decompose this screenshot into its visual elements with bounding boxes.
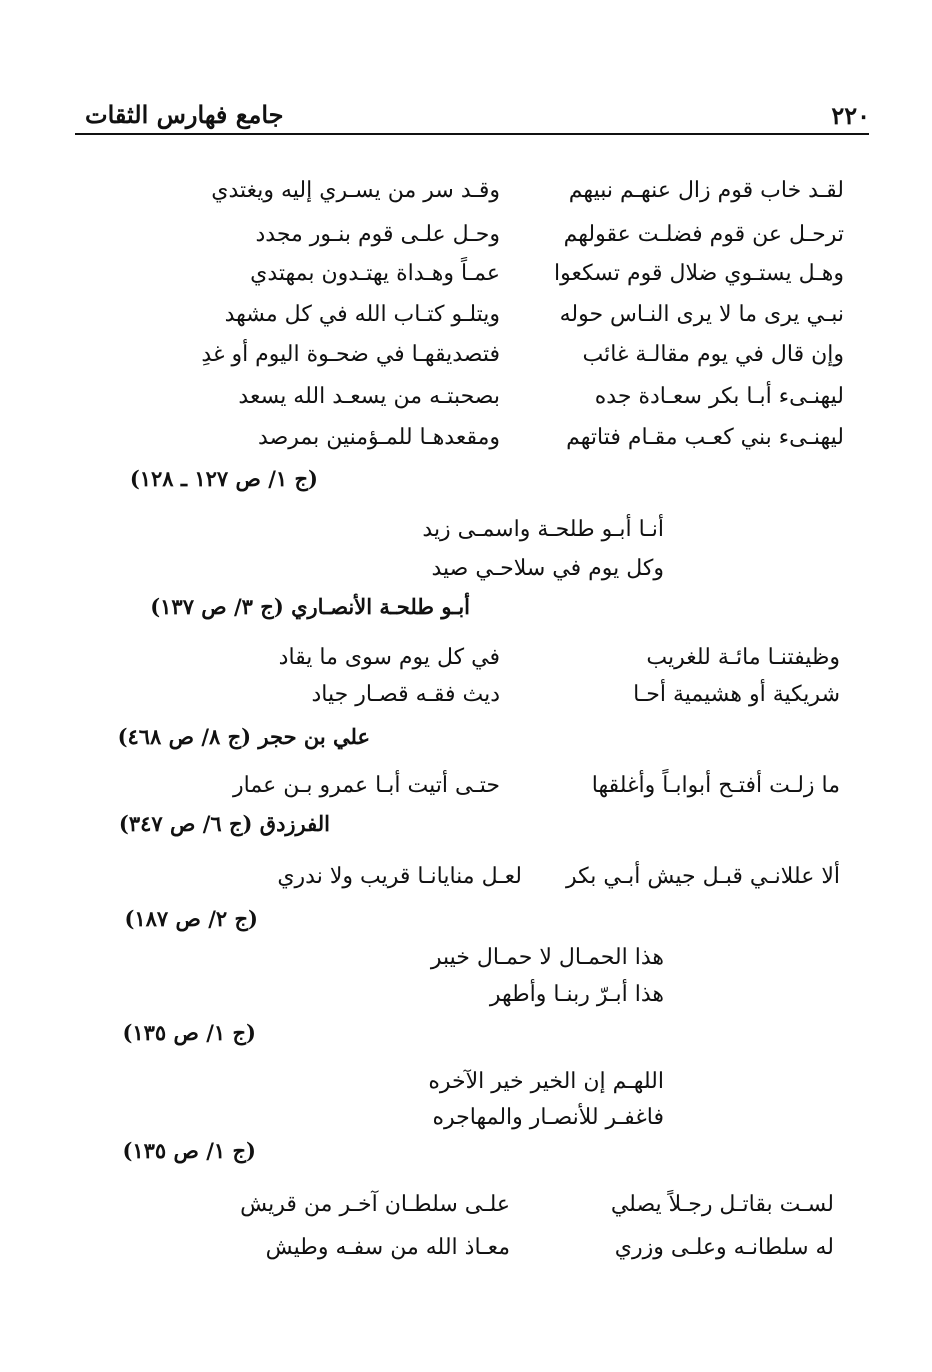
- verse-line: أنـا أبـو طلحـة واسمـى زيد: [422, 517, 664, 542]
- verse-right: وظيفتنـا مائـة للغريب: [646, 645, 840, 670]
- verse-line: هذا الحمـال لا حمـال خيبر: [430, 945, 664, 970]
- verse-right: لقـد خاب قوم زال عنهـم نبيهم: [568, 178, 844, 203]
- citation: (ج ١/ ص ١٣٥): [122, 1020, 256, 1045]
- citation: (ج ١/ ص ١٢٧ ـ ١٢٨): [129, 466, 318, 491]
- verse-left: حتـى أتيت أبـا عمرو بـن عمار: [233, 773, 500, 798]
- verse-right: شريكية أو هشيمية أحـا: [633, 682, 840, 707]
- verse-left: ديث فقـه قصـار جياد: [311, 682, 500, 707]
- verse-right: نبـي يرى ما لا يرى النـاس حوله: [559, 302, 844, 327]
- citation: أبـو طلحـة الأنصـاري (ج ٣/ ص ١٣٧): [150, 594, 470, 619]
- citation: الفرزدق (ج ٦/ ص ٣٤٧): [118, 811, 330, 836]
- verse-line: فاغفـر للأنصـار والمهاجره: [432, 1105, 664, 1130]
- verse-right: ليهنـىء بني كعـب مقـام فتاتهم: [566, 425, 844, 450]
- verse-right: وإن قال في يوم مقالـة غائب: [582, 342, 844, 367]
- verse-line: هذا أبـرّ ربنـا وأطهر: [489, 982, 664, 1007]
- verse-right: ألا عللانـي قبـل جيش أبـي بكر: [565, 864, 840, 889]
- verse-line: وكل يوم في سلاحـي صيد: [431, 556, 664, 581]
- citation: (ج ٢/ ص ١٨٧): [124, 906, 258, 931]
- verse-right: وهـل يستـوي ضلال قوم تسكعوا: [553, 261, 844, 286]
- running-head-title: جامع فهارس الثقات: [85, 100, 284, 129]
- verse-left: وقـد سر من يسـري إليه ويغتدي: [211, 178, 500, 203]
- verse-right: ما زلـت أفتـح أبوابـاً وأغلقها: [591, 773, 840, 798]
- verse-left: بصحبتـه من يسعـد الله يسعد: [238, 384, 500, 409]
- verse-left: لعـل منايانـا قريب ولا ندري: [277, 864, 522, 889]
- header-rule: [75, 133, 869, 135]
- verse-left: في كل يوم سوى ما يقاد: [278, 645, 500, 670]
- verse-left: عمـاً وهـداة يهتـدون بمهتدي: [250, 261, 500, 286]
- verse-line: اللهـم إن الخير خير الآخره: [428, 1069, 664, 1094]
- page-number: ٢٢٠: [831, 101, 870, 130]
- verse-left: معـاذ الله من سفـه وطيش: [265, 1235, 510, 1260]
- citation: علي بن حجر (ج ٨/ ص ٤٦٨): [117, 724, 370, 749]
- verse-right: ليهنـىء أبـا بكر سعـادة جده: [594, 384, 844, 409]
- verse-left: فتصديقهـا في ضحـوة اليوم أو غدِ: [201, 342, 500, 367]
- verse-left: علـى سلطـان آخـر من قريش: [240, 1192, 510, 1217]
- verse-right: له سلطانـه وعلـى وزري: [614, 1235, 834, 1260]
- verse-left: ومقعدهـا للمـؤمنين بمرصد: [258, 425, 500, 450]
- citation: (ج ١/ ص ١٣٥): [122, 1138, 256, 1163]
- verse-right: ترحـل عن قوم فضلـت عقولهم: [563, 222, 844, 247]
- verse-left: ويتلـو كتـاب الله في كل مشهد: [224, 302, 500, 327]
- verse-right: لسـت بقاتـل رجـلاً يصلي: [610, 1192, 834, 1217]
- verse-left: وحـل علـى قوم بنـور مجدد: [255, 222, 500, 247]
